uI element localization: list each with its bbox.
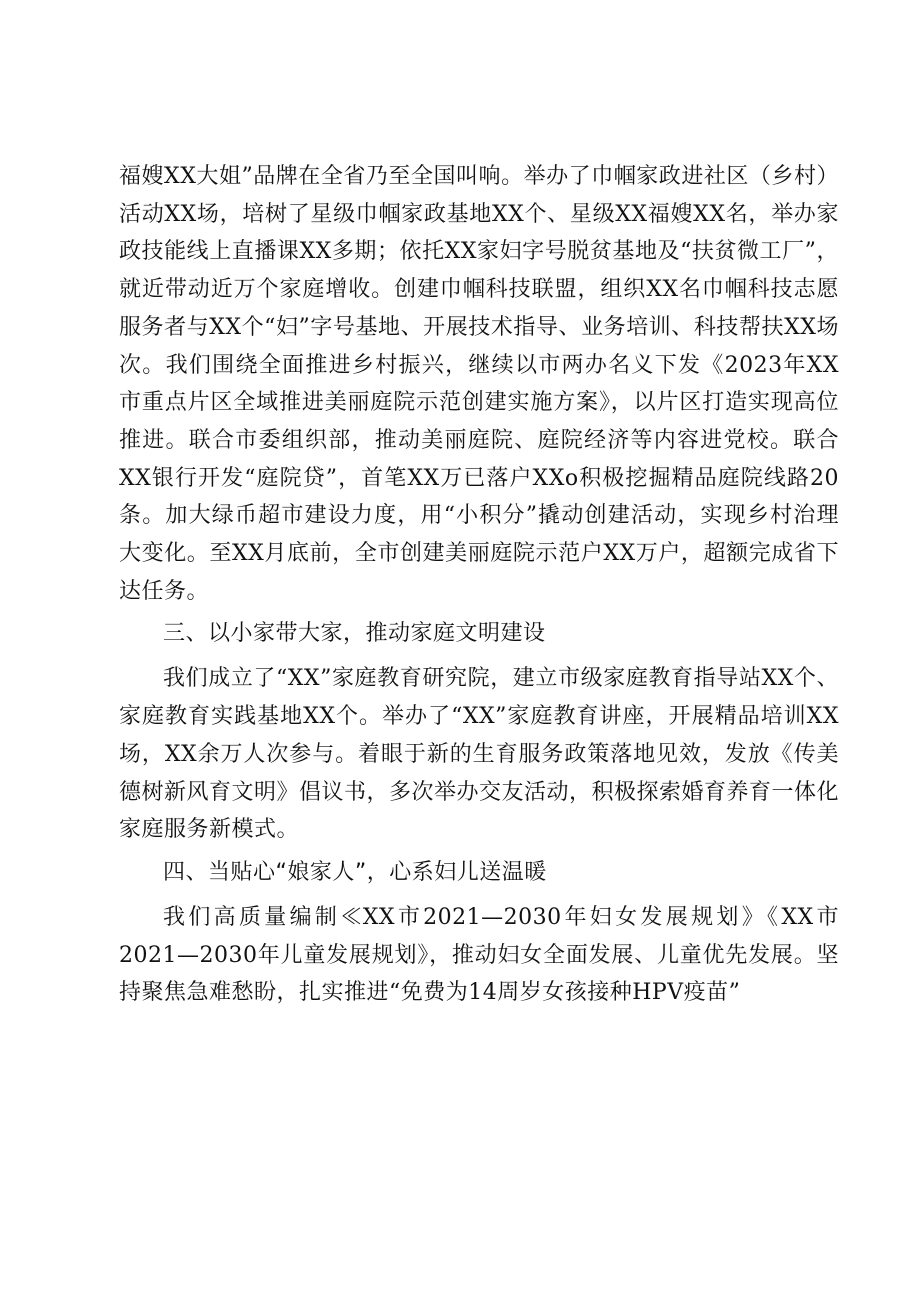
paragraph-family-education: 我们成立了“XX”家庭教育研究院，建立市级家庭教育指导站XX个、家庭教育实践基地XX个。举办了“XX”家庭教育讲座，开展精品培训XX场，XX余万人次参与。着眼于新的生育服务政策落地见效，发放《传美德树新风育文明》倡议书，多次举办交友活动，积极探索婚育养育一体化家庭服务新模式。 bbox=[119, 666, 840, 843]
document-body bbox=[119, 158, 839, 1012]
paragraph-family-services: 福嫂XX大姐”品牌在全省乃至全国叫响。举办了巾帼家政进社区（乡村）活动XX场，培树了星级巾帼家政基地XX个、星级XX福嫂XX名，举办家政技能线上直播课XX多期；依托XX家妇字号脱贫基地及“扶贫微工厂”，就近带动近万个家庭增收。创建巾帼科技联盟，组织XX名巾帼科技志愿服务者与XX个“妇”字号基地、开展技术指导、业务培训、科技帮扶XX场次。我们围绕全面推进乡村振兴，继续以市两办名义下发《2023年XX市重点片区全域推进美丽庭院示范创建实施方案》，以片区打造实现高位推进。联合市委组织部，推动美丽庭院、庭院经济等内容进党校。联合XX银行开发“庭院贷”，首笔XX万已落户XXo积极挖掘精品庭院线路20条。加大绿币超市建设力度，用“小积分”撬动创建活动，实现乡村治理大变化。至XX月底前，全市创建美丽庭院示范户XX万户，超额完成省下达任务。 bbox=[119, 164, 839, 604]
section-heading-family-civilization: 三、以小家带大家，推动家庭文明建设 bbox=[163, 621, 546, 647]
paragraph-development-plans: 我们高质量编制≪XX市2021—2030年妇女发展规划》《XX市2021—2030年儿童发展规划》，推动妇女全面发展、儿童优先发展。坚持聚焦急难愁盼，扎实推进“免费为14周岁女孩接种HPV疫苗” bbox=[119, 904, 839, 1006]
section-heading-women-children-care: 四、当贴心“娘家人”，心系妇儿送温暖 bbox=[163, 859, 547, 885]
